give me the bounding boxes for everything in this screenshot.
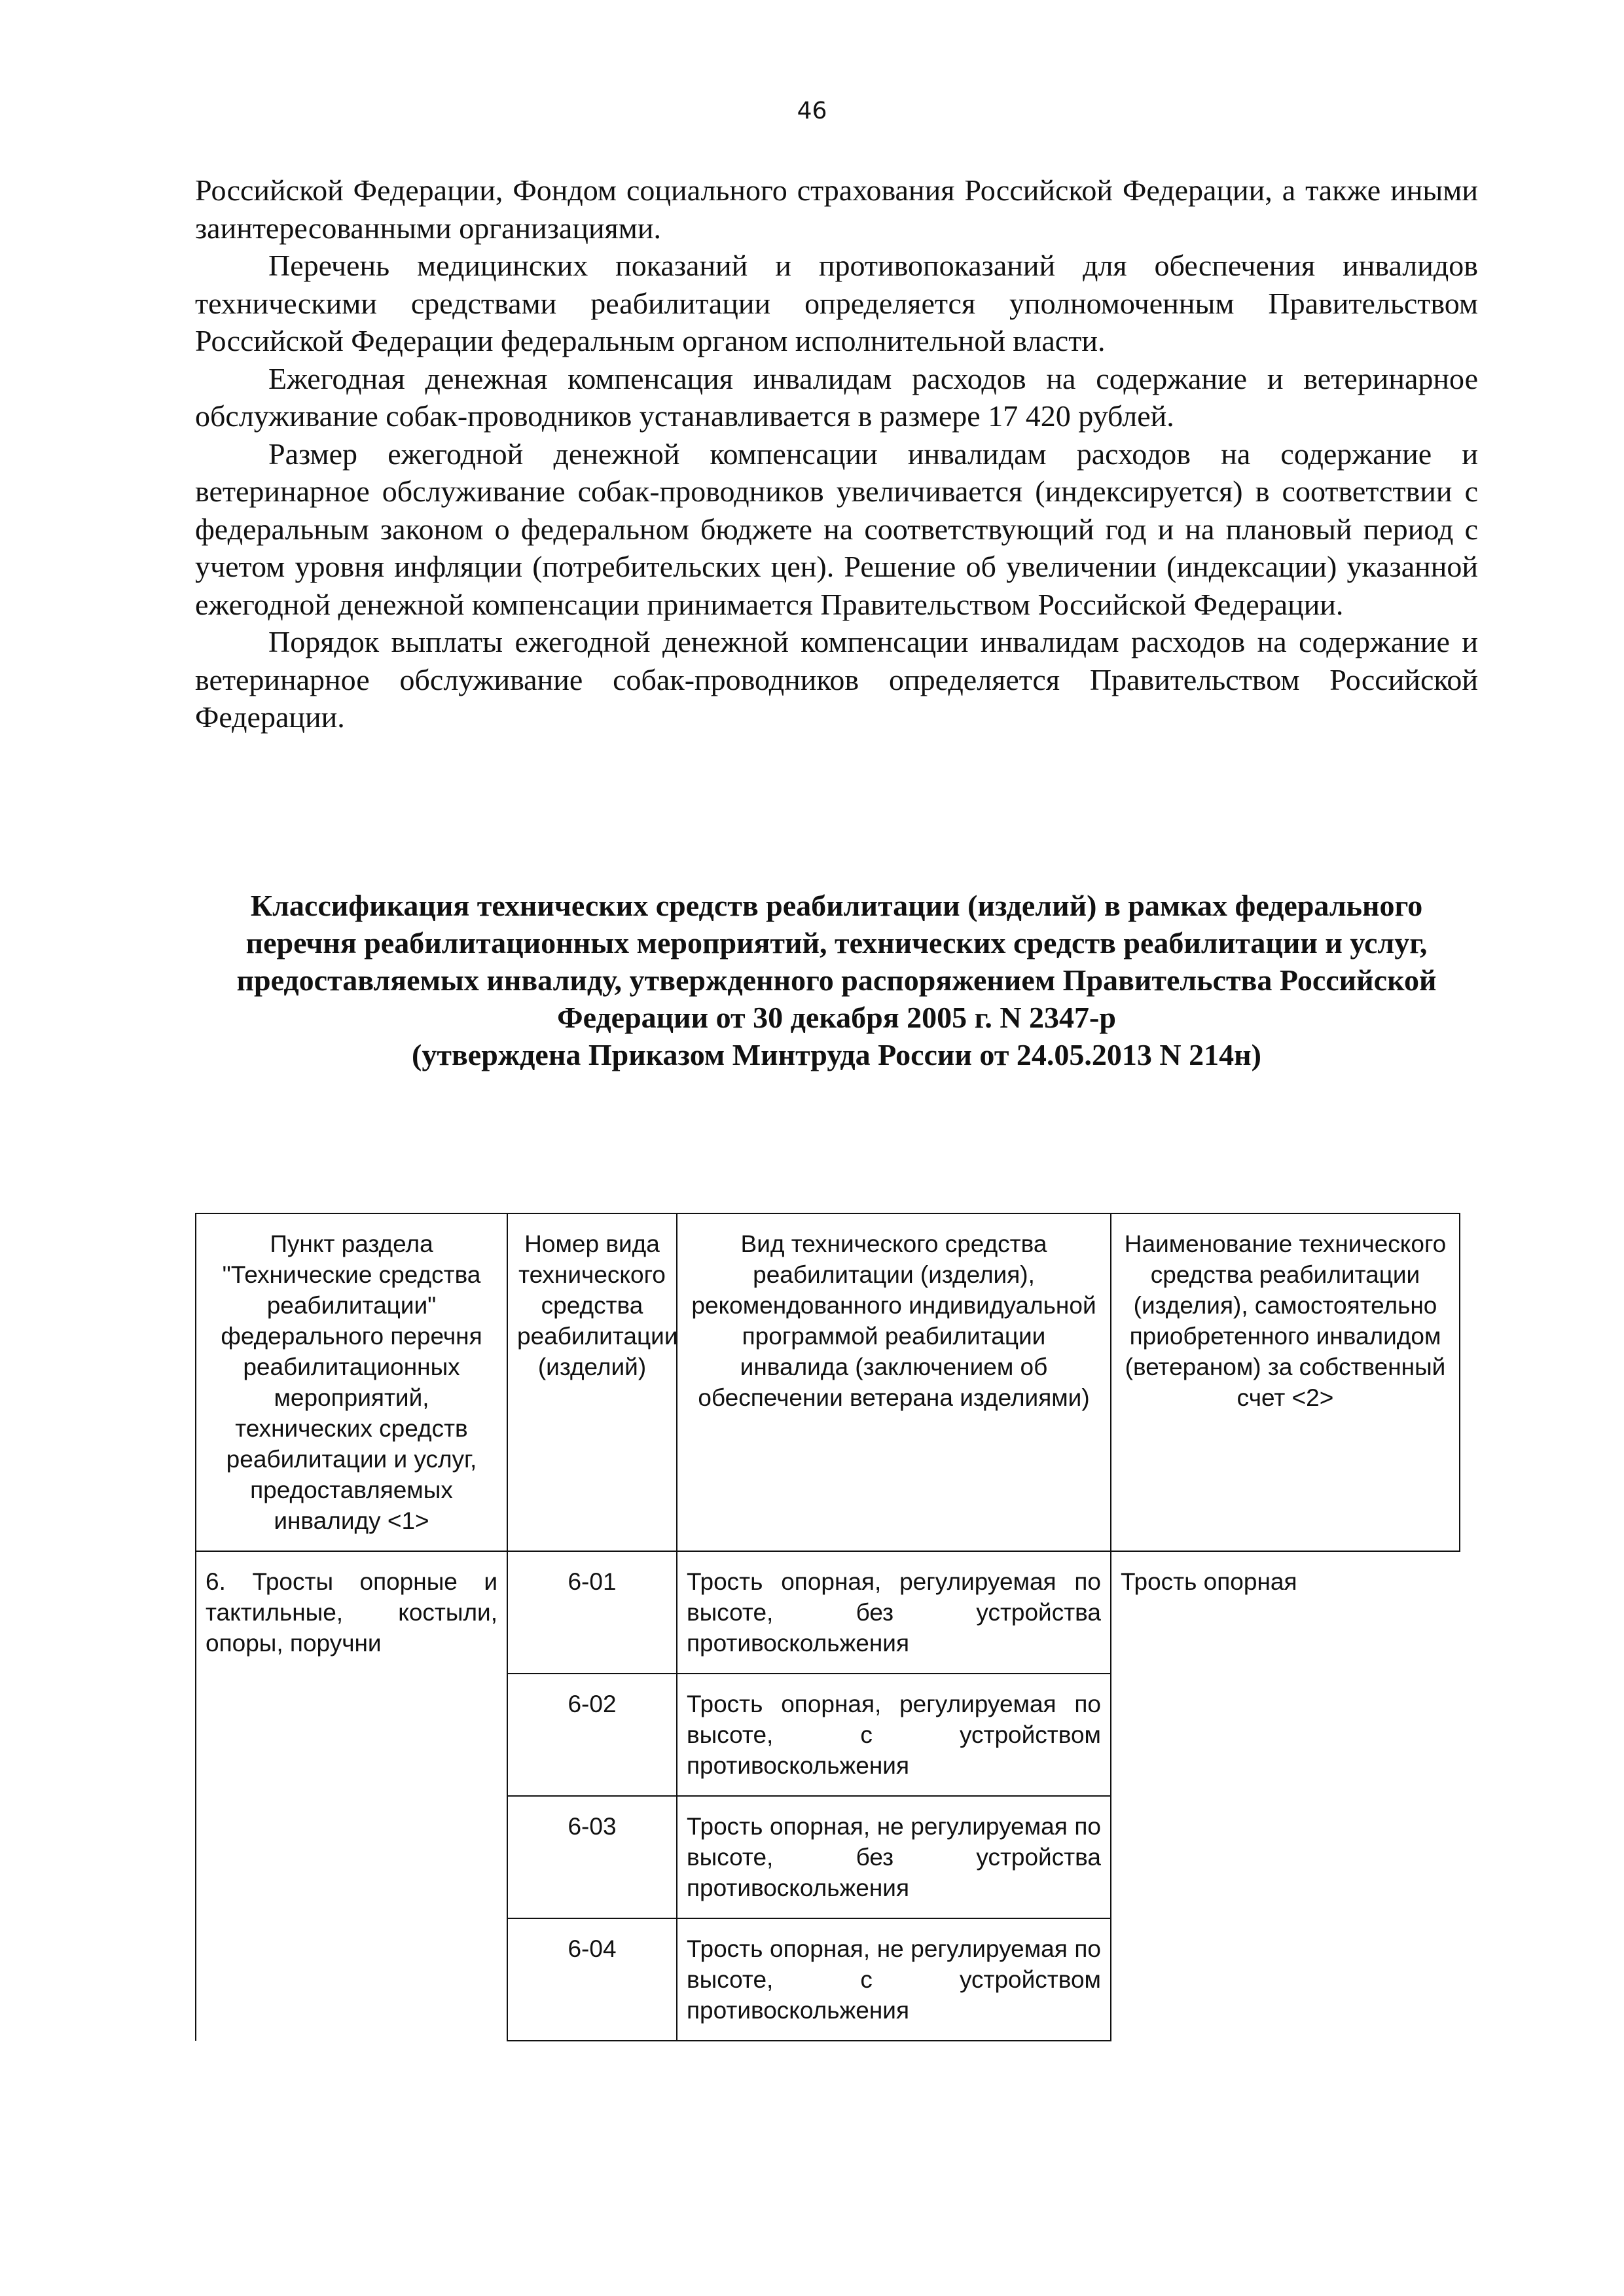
page-number: 46 [797,98,827,124]
heading-line: Классификация технических средств реабилитации (изделий) в рамках федерального [250,889,1423,922]
table-row [196,1551,1460,1674]
heading-line: предоставляемых инвалиду, утвержденного распоряжением Правительства Российской [236,963,1437,997]
classification-table [195,1213,1460,2041]
kind-cell: Трость опорная, регулируемая по высоте, с устройством противоскольжения [677,1674,1111,1796]
code-cell: 6-03 [507,1796,677,1918]
heading-line: Федерации от 30 декабря 2005 г. N 2347-р [557,1001,1116,1034]
code-cell: 6-01 [507,1551,677,1674]
header-kind: Вид технического средства реабилитации (изделия), рекомендованного индивидуальной программой реабилитации инвалида (заключением об обеспечении ветерана изделиями) [677,1213,1111,1551]
code-cell: 6-04 [507,1918,677,2041]
kind-cell: Трость опорная, не регулируемая по высоте, без устройства противоскольжения [677,1796,1111,1918]
section-cell: 6. Тросты опорные и тактильные, костыли, опоры, поручни [196,1551,507,2041]
header-section: Пункт раздела "Технические средства реабилитации" федерального перечня реабилитационных мероприятий, технических средств реабилитации и услуг, предоставляемых инвалиду <1> [196,1213,507,1551]
header-name: Наименование технического средства реабилитации (изделия), самостоятельно приобретенного инвалидом (ветераном) за собственный счет <2> [1111,1213,1460,1551]
paragraph-2: Перечень медицинских показаний и противопоказаний для обеспечения инвалидов техническими средствами реабилитации определяется уполномоченным Правительством Российской Федерации федеральным органом исполнительной власти. [195,249,1478,357]
kind-cell: Трость опорная, регулируемая по высоте, без устройства противоскольжения [677,1551,1111,1674]
paragraph-4: Размер ежегодной денежной компенсации инвалидам расходов на содержание и ветеринарное обслуживание собак-проводников увеличивается (индексируется) в соответствии с федеральным законом о федеральном бюджете на соответствующий год и на плановый период с учетом уровня инфляции (потребительских цен). Решение об увеличении (индексации) указанной ежегодной денежной компенсации принимается Правительством Российской Федерации. [195,437,1478,621]
paragraph-1: Российской Федерации, Фондом социального страхования Российской Федерации, а также иными заинтересованными организациями. [195,173,1478,245]
heading-line: (утверждена Приказом Минтруда России от 24.05.2013 N 214н) [412,1038,1261,1071]
heading-line: перечня реабилитационных мероприятий, технических средств реабилитации и услуг, [245,926,1428,960]
paragraph-5: Порядок выплаты ежегодной денежной компенсации инвалидам расходов на содержание и ветеринарное обслуживание собак-проводников определяется Правительством Российской Федерации. [195,625,1478,734]
table-header-row [196,1213,1460,1551]
body-text [195,171,1478,736]
kind-cell: Трость опорная, не регулируемая по высоте, с устройством противоскольжения [677,1918,1111,2041]
name-cell: Трость опорная [1111,1551,1460,2041]
paragraph-3: Ежегодная денежная компенсация инвалидам расходов на содержание и ветеринарное обслуживание собак-проводников устанавливается в размере 17 420 рублей. [195,361,1478,433]
classification-heading [195,887,1478,1073]
header-code: Номер вида технического средства реабилитации (изделий) [507,1213,677,1551]
code-cell: 6-02 [507,1674,677,1796]
